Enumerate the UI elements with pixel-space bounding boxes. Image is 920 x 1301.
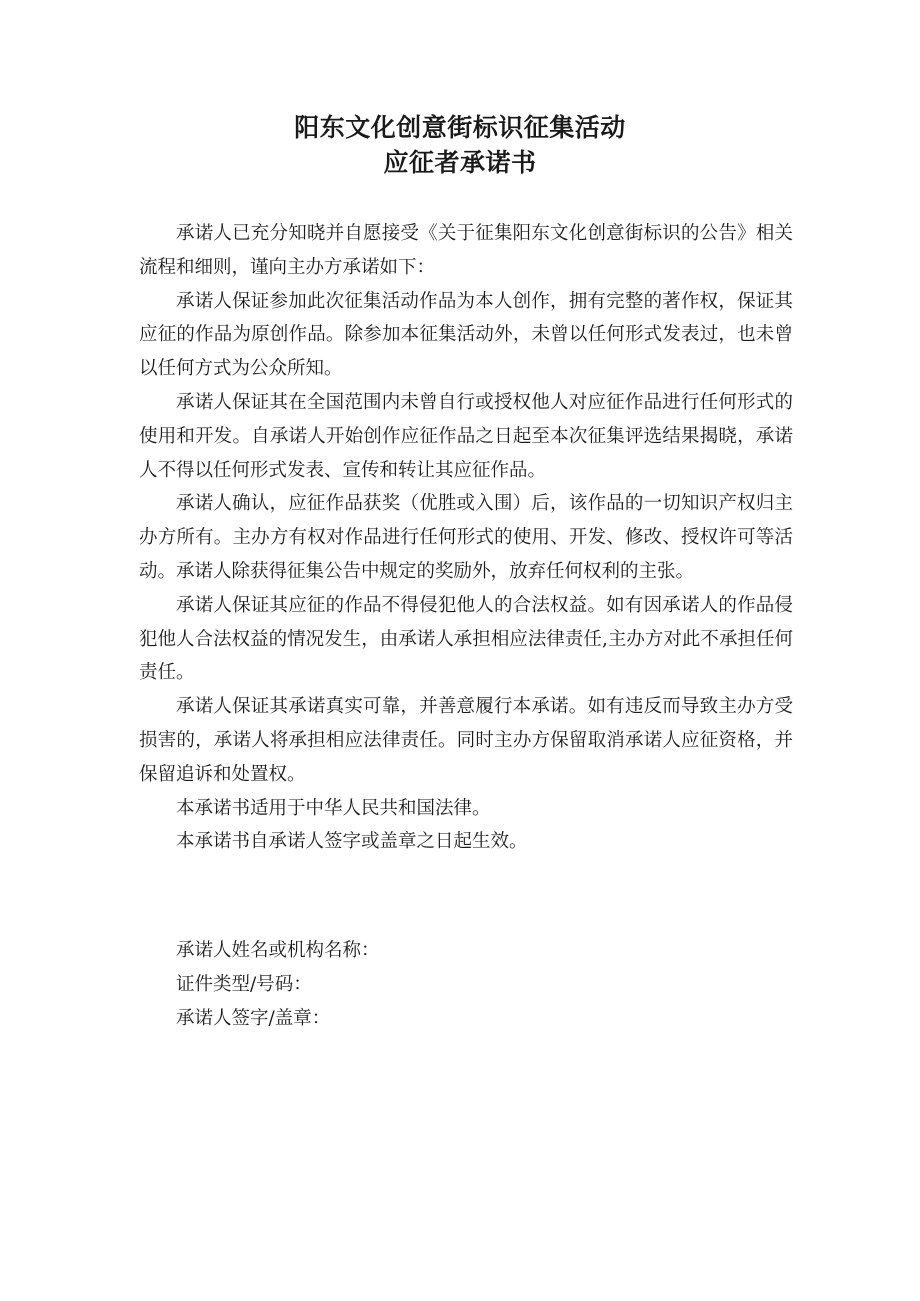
document-title: 阳东文化创意街标识征集活动 [294,113,626,142]
signature-name-label: 承诺人姓名或机构名称： [176,940,380,961]
signature-id-label: 证件类型/号码： [176,974,312,995]
paragraph-effective: 本承诺书自承诺人签字或盖章之日起生效。 [176,831,528,853]
document-subtitle: 应征者承诺书 [383,148,537,177]
paragraph-intro: 承诺人已充分知晓并自愿接受《关于征集阳东文化创意街标识的公告》相关流程和细则，谨向主办方承诺如下： [139,223,793,278]
paragraph-ip-ownership: 承诺人确认，应征作品获奖（优胜或入围）后，该作品的一切知识产权归主办方所有。主办方有权对作品进行任何形式的使用、开发、修改、授权许可等活动。承诺人除获得征集公告中规定的奖励外，放弃任何权利的主张。 [139,493,793,582]
document-body [139,217,793,859]
paragraph-governing-law: 本承诺书适用于中华人民共和国法律。 [176,797,491,819]
paragraph-no-infringement: 承诺人保证其应征的作品不得侵犯他人的合法权益。如有因承诺人的作品侵犯他人合法权益的情况发生，由承诺人承担相应法律责任,主办方对此不承担任何责任。 [139,594,793,684]
paragraph-no-use: 承诺人保证其在全国范围内未曾自行或授权他人对应征作品进行任何形式的使用和开发。自承诺人开始创作应征作品之日起至本次征集评选结果揭晓，承诺人不得以任何形式发表、宣传和转让其应征作品。 [139,391,793,481]
paragraph-originality: 承诺人保证参加此次征集活动作品为本人创作，拥有完整的著作权，保证其应征的作品为原创作品。除参加本征集活动外，未曾以任何形式发表过，也未曾以任何方式为公众所知。 [139,290,793,380]
signature-sign-label: 承诺人签字/盖章： [176,1008,331,1029]
paragraph-truthfulness: 承诺人保证其承诺真实可靠，并善意履行本承诺。如有违反而导致主办方受损害的，承诺人将承担相应法律责任。同时主办方保留取消承诺人应征资格，并保留追诉和处置权。 [139,696,793,785]
signature-block [139,934,793,1036]
